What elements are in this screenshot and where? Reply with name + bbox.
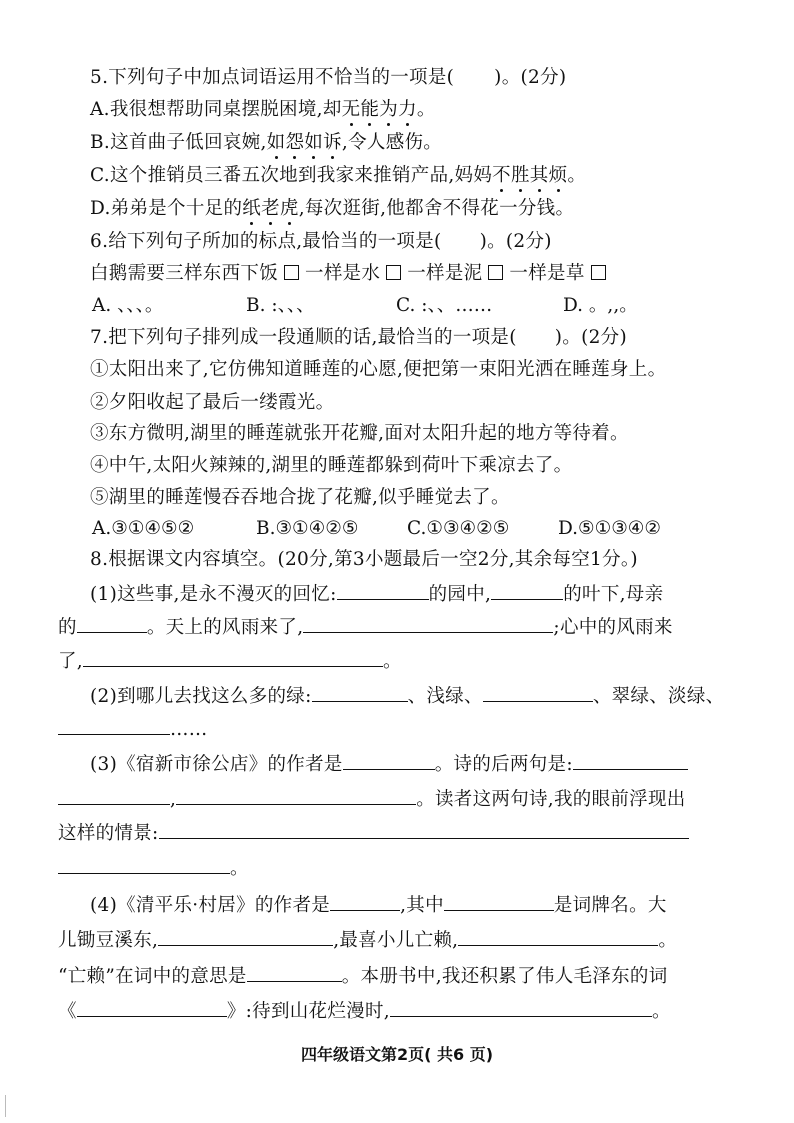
q6-stem: 6.给下列句子所加的标点,最恰当的一项是( )。(2分) (90, 231, 552, 252)
q7-option-d: D.⑤①③④② (558, 518, 661, 539)
q5-option-c: C.这个推销员三番五次地到我家来推销产品,妈妈不胜其烦。 (90, 165, 587, 186)
dotted-char: 其 (529, 165, 549, 186)
answer-blank[interactable] (77, 614, 147, 633)
q8-part3-line3: 这样的情景: (58, 820, 689, 846)
dotted-char: 为 (379, 99, 399, 120)
answer-blank[interactable] (483, 683, 593, 702)
q7-sentence-5: ⑤湖里的睡莲慢吞吞地合拢了花瓣,似乎睡觉去了。 (90, 487, 510, 508)
dotted-char: 诉 (323, 132, 342, 153)
dotted-char: 虎 (279, 198, 299, 219)
q5-option-d: D.弟弟是个十足的纸老虎,每次逛街,他都舍不得花一分钱。 (90, 198, 575, 219)
dotted-char: 胜 (510, 165, 530, 186)
q5-stem: 5.下列句子中加点词语运用不恰当的一项是( )。(2分) (90, 67, 567, 88)
q6-option-b: B. :、、、 (246, 295, 315, 316)
answer-blank[interactable] (390, 998, 652, 1017)
answer-blank[interactable] (343, 751, 435, 770)
q8-part1-line2: 的 。天上的风雨来了, ;心中的风雨来 (58, 614, 673, 640)
answer-blank[interactable] (337, 581, 429, 600)
answer-blank[interactable] (312, 683, 408, 702)
dotted-char: 烦 (548, 165, 568, 186)
answer-blank[interactable] (444, 892, 554, 911)
q8-part4-line4: 《 》:待到山花烂漫时, 。 (58, 998, 671, 1024)
answer-blank[interactable] (158, 927, 333, 946)
q5-option-b: B.这首曲子低回哀婉,如怨如诉,令人感伤。 (90, 132, 443, 153)
answer-blank[interactable] (159, 820, 689, 839)
punctuation-box (284, 265, 299, 280)
dotted-char: 如 (266, 132, 286, 153)
q8-part4-line2: 儿锄豆溪东, ,最喜小儿亡赖, 。 (58, 927, 677, 953)
dotted-char: 力 (398, 99, 417, 120)
answer-blank[interactable] (58, 855, 230, 874)
scan-mark (5, 1095, 6, 1117)
q8-part4-line1: (4)《清平乐·村居》的作者是 ,其中 是词牌名。大 (90, 892, 667, 918)
q7-sentence-2: ②夕阳收起了最后一缕霞光。 (90, 392, 335, 413)
q7-stem: 7.把下列句子排列成一段通顺的话,最恰当的一项是( )。(2分) (90, 327, 627, 348)
dotted-char: 不 (492, 165, 511, 186)
q7-sentence-1: ①太阳出来了,它仿佛知道睡莲的心愿,便把第一束阳光洒在睡莲身上。 (90, 359, 667, 380)
q5-b-dotted-word (267, 132, 342, 153)
q5-c-dotted-word (492, 165, 567, 186)
q5-d-dotted-word (242, 198, 298, 219)
page-footer: 四年级语文第2页( 共6 页) (300, 1045, 494, 1064)
q8-part1-line1: (1)这些事,是永不漫灭的回忆: 的园中, 的叶下,母亲 (90, 581, 663, 607)
q8-part3-line4: 。 (58, 855, 249, 881)
answer-blank[interactable] (573, 751, 688, 770)
q8-part4-line3: “亡赖”在词中的意思是 。本册书中,我还积累了伟人毛泽东的词 (58, 963, 668, 989)
punctuation-box (386, 265, 401, 280)
q8-part3-line1: (3)《宿新市徐公店》的作者是 。诗的后两句是: (90, 751, 688, 777)
dotted-char: 老 (261, 198, 280, 219)
answer-blank[interactable] (247, 963, 342, 982)
dotted-char: 怨 (285, 132, 305, 153)
answer-blank[interactable] (176, 786, 416, 805)
dotted-char: 能 (360, 99, 380, 120)
answer-blank[interactable] (330, 892, 400, 911)
q5-option-a: A.我很想帮助同桌摆脱困境,却无能为力。 (90, 99, 436, 120)
answer-blank[interactable] (491, 581, 563, 600)
answer-blank[interactable] (58, 786, 170, 805)
punctuation-box (488, 265, 503, 280)
q7-sentence-4: ④中午,太阳火辣辣的,湖里的睡莲都躲到荷叶下乘凉去了。 (90, 455, 573, 476)
punctuation-box (591, 265, 606, 280)
q6-option-a: A. 、、、。 (92, 295, 164, 316)
q7-sentence-3: ③东方微明,湖里的睡莲就张开花瓣,面对太阳升起的地方等待着。 (90, 423, 629, 444)
dotted-char: 纸 (242, 198, 262, 219)
q8-stem: 8.根据课文内容填空。(20分,第3小题最后一空2分,其余每空1分。) (90, 549, 638, 570)
q7-option-a: A.③①④⑤② (92, 518, 195, 539)
answer-blank[interactable] (58, 716, 170, 735)
dotted-char: 如 (304, 132, 324, 153)
q8-part1-line3: 了, 。 (58, 648, 402, 674)
q8-part3-line2: , 。读者这两句诗,我的眼前浮现出 (58, 786, 686, 812)
q7-option-c: C.①③④②⑤ (407, 518, 510, 539)
answer-blank[interactable] (77, 998, 227, 1017)
q8-part2-line1: (2)到哪儿去找这么多的绿: 、浅绿、 、翠绿、淡绿、 (90, 683, 724, 709)
q6-option-c: C. :、、…… (396, 295, 493, 316)
q8-part2-line2: …… (58, 716, 208, 742)
q5-a-dotted-word (342, 99, 417, 120)
answer-blank[interactable] (458, 927, 658, 946)
answer-blank[interactable] (303, 614, 553, 633)
dotted-char: 无 (341, 99, 361, 120)
q7-option-b: B.③①④②⑤ (256, 518, 359, 539)
q6-sentence: 白鹅需要三样东西下饭 一样是水 一样是泥 一样是草 (90, 262, 612, 286)
answer-blank[interactable] (83, 648, 383, 667)
q6-option-d: D. 。,,。 (563, 295, 638, 316)
